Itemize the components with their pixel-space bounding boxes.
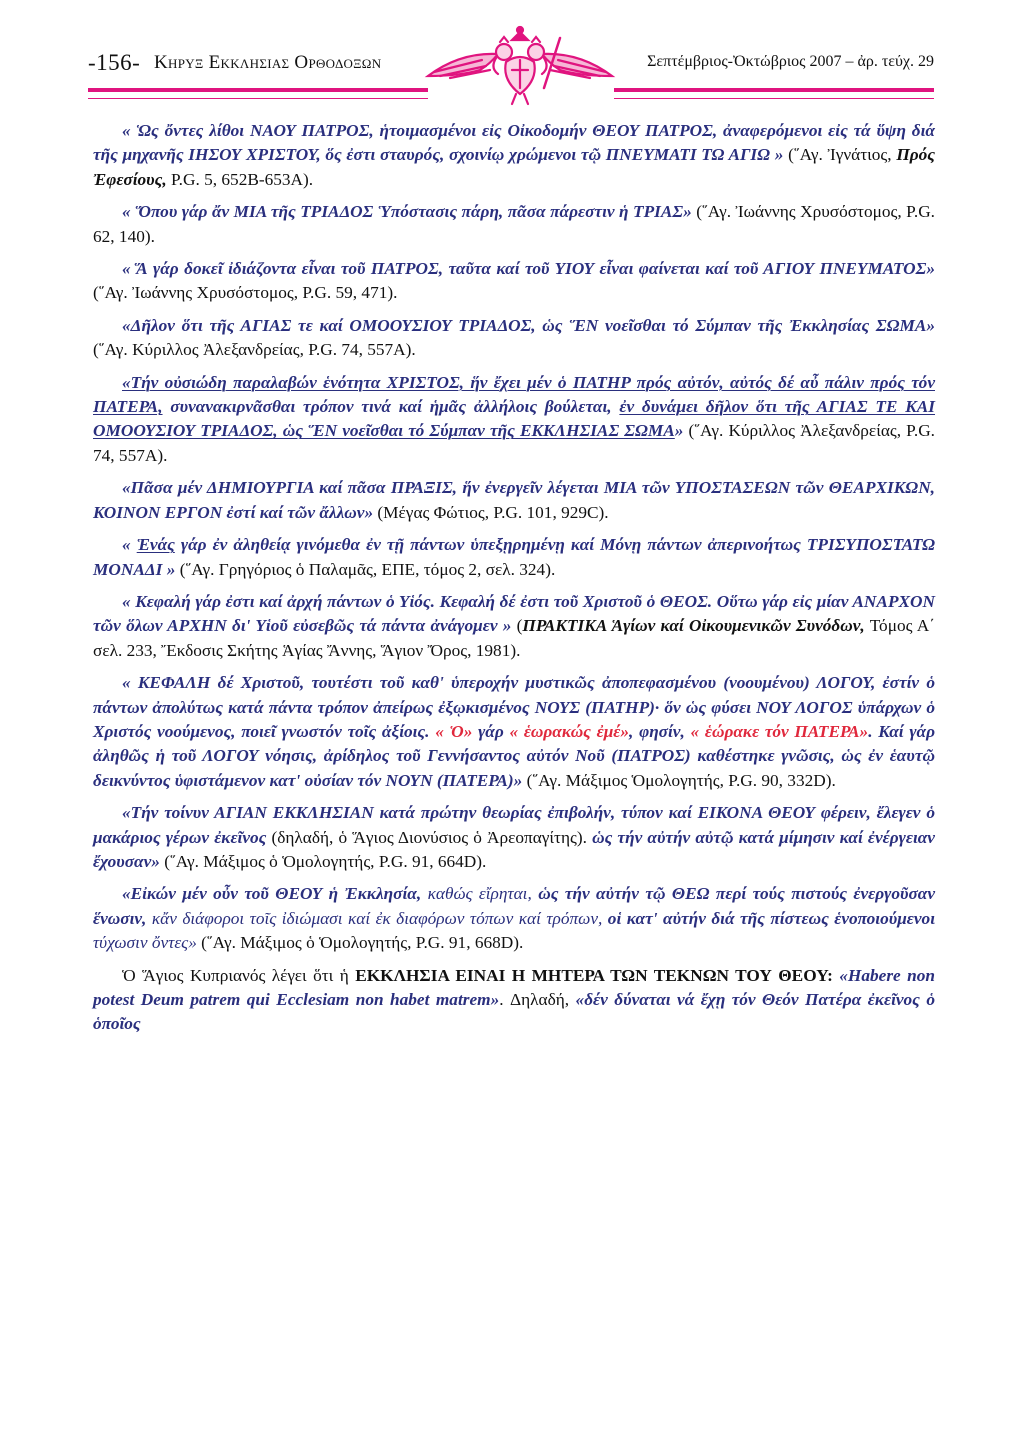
quote-text: , φησίν, [629,721,691,741]
citation-title: Πρός Ἐφεσίους, [93,145,936,189]
header-rule-thick-left [88,88,428,92]
quote-text: «Εἰκών μέν οὖν τοῦ ΘΕΟΥ ἡ Ἐκκλησία, [122,884,422,904]
citation: (Μέγας Φώτιος, P.G. 101, 929C). [373,502,609,522]
citation: (῞Αγ. Γρηγόριος ὁ Παλαμᾶς, ΕΠΕ, τόμος 2, σελ. 324). [175,559,556,579]
quote-text: «Τήν τοίνυν ΑΓΙΑΝ ΕΚΚΛΗΣΙΑΝ κατά πρώτην θεωρίας ἐπιβολήν, τύπον καί ΕΙΚΟΝΑ ΘΕΟΥ φέρειν, ἔλεγεν ὁ μακάριος γέρων ἐκεῖνος [93,803,935,847]
citation: (῞Αγ. Ἰγνάτιος, [783,145,897,165]
quote-close: » [674,421,684,441]
citation-title: ΠΡΑΚΤΙΚΑ Ἁγίων καί Οἰκουμενικῶν Συνόδων, [522,616,865,636]
body-paragraph [93,964,935,1037]
quote-paragraph [93,257,935,306]
quote-paragraph [93,671,935,793]
citation: ( [511,616,523,636]
citation: (῞Αγ. Μάξιμος ὁ Ὁμολογητής, P.G. 91, 668D). [196,933,524,953]
quote-text: ὡς τήν αὐτήν τῷ ΘΕΩ περί τούς πιστούς ἐνεργοῦσαν ἕνωσιν, [93,884,936,928]
quote-open: « [122,535,137,555]
quote-paragraph [93,533,935,582]
quote-paragraph [93,476,935,525]
quote-text: συνανακιρνᾶσθαι τρόπον τινά καί ἡμᾶς ἀλλήλοις βούλεται, [162,397,620,417]
emphasis-text: ΕΚΚΛΗΣΙΑ ΕΙΝΑΙ Η ΜΗΤΕΡΑ ΤΩΝ ΤΕΚΝΩΝ ΤΟΥ ΘΕΟΥ: [355,965,833,985]
citation-source: Τόμος Α΄ σελ. 233, Ἔκδοσις Σκήτης Ἁγίας Ἄννης, Ἅγιον Ὄρος, 1981). [93,616,935,660]
quote-paragraph [93,371,935,469]
quote-text: γάρ ἐν ἀληθείᾳ γινόμεθα ἐν τῇ πάντων ὑπεξῃρημένῃ καί Μόνῃ πάντων ἀπερινοήτως ΤΡΙΣΥΠΟΣΤΑΤΩ ΜΟΝΑΔΙ » [93,535,936,579]
quote-text-underlined: ἐν δυνάμει δῆλον ὅτι τῆς ΑΓΙΑΣ ΤΕ ΚΑΙ ΟΜΟΟΥΣΙΟΥ ΤΡΙΑΔΟΣ, ὡς ἝΝ νοεῖσθαι τό Σύμπαν τῆς ΕΚΚΛΗΣΙΑΣ ΣΩΜΑ [93,397,935,441]
body-text: Ὁ Ἅγιος Κυπριανός λέγει ὅτι ἡ [122,965,356,985]
header-rule-thick-right [614,88,934,92]
quote-text: γάρ [472,721,510,741]
quote-text: « Ὡς ὄντες λίθοι ΝΑΟΥ ΠΑΤΡΟΣ, ἡτοιμασμένοι εἰς Οἰκοδομήν ΘΕΟΥ ΠΑΤΡΟΣ, ἀναφερόμενοι εἰς τά ὕψη διά τῆς μηχανῆς ΙΗΣΟΥ ΧΡΙΣΤΟΥ, ὅς ἐστι σταυρός, σχοινίῳ χρώμενοι τῷ ΠΝΕΥΜΑΤΙ ΤΩ ΑΓΙΩ » [93,121,935,165]
quote-paragraph [93,801,935,874]
highlighted-quote: « ἑώρακε τόν ΠΑΤΕΡΑ» [690,721,869,741]
quote-text-light: καθώς εἴρηται, [421,884,539,904]
citation: (῞Αγ. Μάξιμος Ὁμολογητής, P.G. 90, 332D). [522,770,836,790]
quote-text: . Καί γάρ ἀληθῶς ἡ τοῦ ΛΟΓΟΥ νόησις, ἀρίδηλος τοῦ Γεννήσαντος αὐτόν Νοῦ (ΠΑΤΡΟΣ) καθέστηκε γνῶσις, ὡς ἐν ἑαυτῷ δεικνύντος ὑφιστάμενον κατ' οὐσίαν τόν ΝΟΥΝ (ΠΑΤΕΡΑ)» [93,721,935,790]
quote-text-light: κἄν διάφοροι τοῖς ἰδιώμασι καί ἐκ διαφόρων τόπων καί τρόπων, [146,908,608,928]
double-headed-eagle-icon [420,22,620,106]
highlighted-quote: « ἑωρακώς ἐμέ» [509,721,630,741]
quote-text: «δέν δύναται νά ἔχῃ τόν Θεόν Πατέρα ἐκεῖνος ὁ ὁποῖος [93,990,935,1034]
article-body [93,119,935,1045]
citation: (῞Αγ. Ἰωάννης Χρυσόστομος, P.G. 62, 140). [93,202,935,246]
journal-title: Κηρυξ Εκκλησιας Ορθοδοξων [154,52,382,73]
issue-info: Σεπτέμβριος-Ὀκτώβριος 2007 – ἀρ. τεύχ. 29 [647,53,934,70]
quote-paragraph [93,590,935,663]
citation-source: P.G. 5, 652B-653A). [166,169,314,189]
quote-text-underlined: «Τήν οὐσιώδη παραλαβών ἑνότητα ΧΡΙΣΤΟΣ, ἥν ἔχει μέν ὁ ΠΑΤΗΡ πρός αὐτόν, αὐτός δέ αὖ πάλιν πρός τόν ΠΑΤΕΡΑ, [93,372,935,417]
page-header [88,28,934,108]
quote-paragraph [93,882,935,955]
quote-text: « Ὅπου γάρ ἄν ΜΙΑ τῆς ΤΡΙΑΔΟΣ Ὑπόστασις πάρη, πᾶσα πάρεστιν ἡ ΤΡΙΑΣ» [122,202,692,222]
aside-text: (δηλαδή, ὁ Ἅγιος Διονύσιος ὁ Ἀρεοπαγίτης). [266,827,593,847]
quote-paragraph [93,119,935,192]
quote-text-light: τύχωσιν ὄντες» [93,933,197,953]
quote-text: ὡς τήν αὐτήν αὐτῷ κατά μίμησιν καί ἐνέργειαν ἔχουσαν» [93,827,935,871]
quote-text: οἱ κατ' αὐτήν διά τῆς πίστεως ἑνοποιούμενοι [607,908,936,928]
quote-text: «Δῆλον ὅτι τῆς ΑΓΙΑΣ τε καί ΟΜΟΟΥΣΙΟΥ ΤΡΙΑΔΟΣ, ὡς ἝΝ νοεῖσθαι τό Σύμπαν τῆς Ἐκκλησίας ΣΩΜΑ» [122,315,935,335]
quote-text: « Κεφαλή γάρ ἐστι καί ἀρχή πάντων ὁ Υἱός. Κεφαλή δέ ἐστι τοῦ Χριστοῦ ὁ ΘΕΟΣ. Οὕτω γάρ εἰς μίαν ΑΝΑΡΧΟΝ τῶν ὅλων ΑΡΧΗΝ δι' Υἱοῦ εὐσεβῶς τά πάντα ἀνάγομεν » [93,591,935,636]
header-rule-thin-left [88,98,428,99]
citation: (῞Αγ. Κύριλλος Ἀλεξανδρείας, P.G. 74, 557A). [93,421,936,465]
citation: (῞Αγ. Μάξιμος ὁ Ὁμολογητής, P.G. 91, 664D). [159,851,487,871]
quote-text-underlined: Ἑνάς [136,535,175,555]
citation: (῞Αγ. Κύριλλος Ἀλεξανδρείας, P.G. 74, 557A). [93,340,416,360]
quote-paragraph [93,200,935,249]
highlighted-quote: « Ὁ» [435,721,473,741]
quote-text: «Πᾶσα μέν ΔΗΜΙΟΥΡΓΙΑ καί πᾶσα ΠΡΑΞΙΣ, ἥν ἐνεργεῖν λέγεται ΜΙΑ τῶν ΥΠΟΣΤΑΣΕΩΝ τῶν ΘΕΑΡΧΙΚΩΝ, ΚΟΙΝΟΝ ΕΡΓΟΝ ἐστί καί τῶν ἄλλων» [93,478,935,522]
citation: (῞Αγ. Ἰωάννης Χρυσόστομος, P.G. 59, 471). [93,283,398,303]
quote-text: « ΚΕΦΑΛΗ δέ Χριστοῦ, τουτέστι τοῦ καθ' ὑπεροχήν μυστικῶς ἀποπεφασμένου (νοουμένου) ΛΟΓΟΥ, ἐστίν ὁ πάντων ἀπολύτως κατά πάντα τρόπον ἀπείρως ἐξῳκισμένος ΝΟΥΣ (ΠΑΤΗΡ)· ὅν ὡς φύσει ΝΟΥ ΛΟΓΟΣ ὑπάρχων ὁ Χριστός νοούμενος, ποιεῖ γνωστόν τοῖς ἀξίοις. [93,673,935,741]
latin-quote: «Habere non potest Deum patrem qui Ecclesiam non habet matrem» [93,965,935,1009]
quote-paragraph [93,314,935,363]
header-rule-thin-right [614,98,934,99]
quote-text: « Ἅ γάρ δοκεῖ ἰδιάζοντα εἶναι τοῦ ΠΑΤΡΟΣ, ταῦτα καί τοῦ ΥΙΟΥ εἶναι φαίνεται καί τοῦ ΑΓΙΟΥ ΠΝΕΥΜΑΤΟΣ» [122,259,935,279]
body-text: . Δηλαδή, [499,990,576,1009]
page-number: -156- [88,50,141,75]
